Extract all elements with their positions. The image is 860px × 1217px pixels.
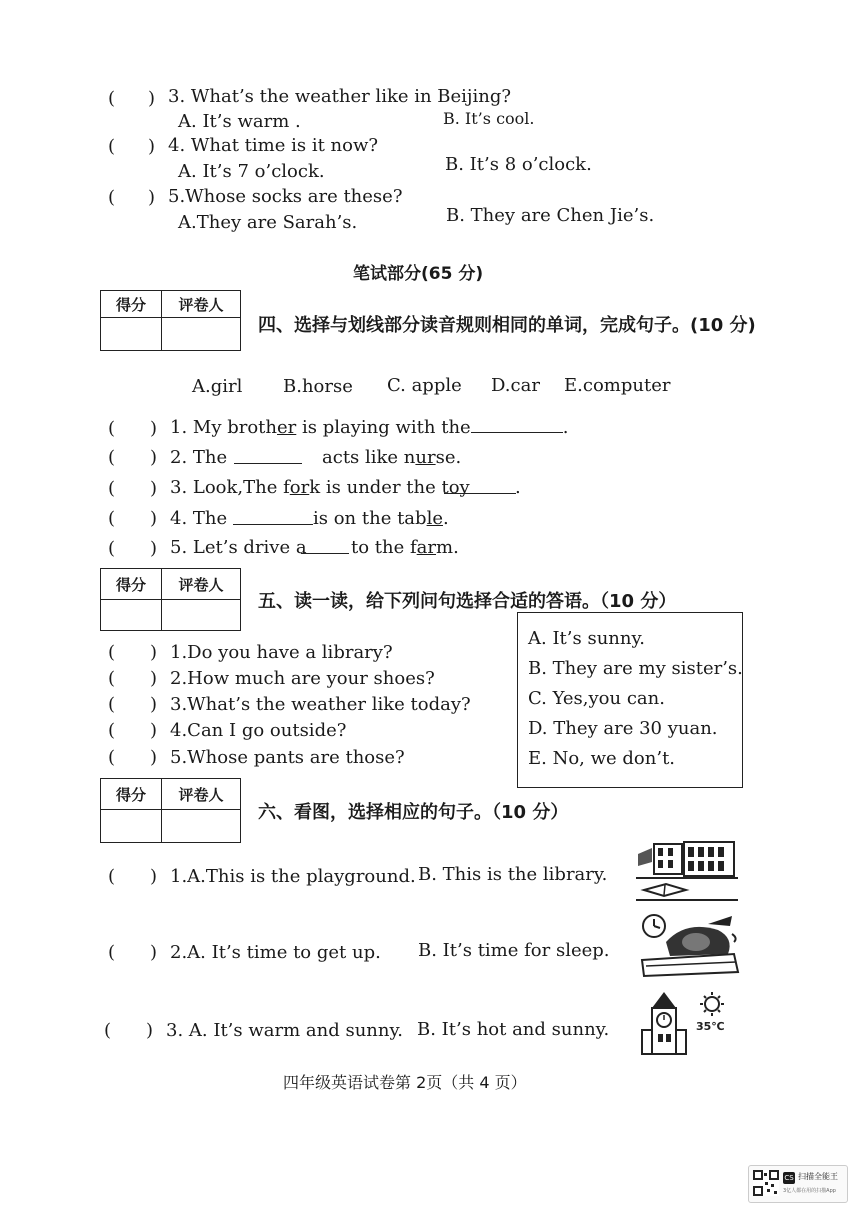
library-picture (636, 838, 738, 902)
score-table (100, 778, 241, 843)
sentence-part: to the f (351, 537, 417, 558)
sentence-part: is playing with the (296, 417, 471, 438)
scanner-app-name: 扫描全能王 (798, 1172, 838, 1181)
grader-label: 评卷人 (162, 779, 241, 810)
answer-option: A. It’s sunny. (528, 628, 645, 649)
grader-label: 评卷人 (162, 569, 241, 600)
paren-close: ) (146, 1020, 154, 1041)
sentence-part: is on the tab (313, 508, 427, 529)
answer-option: B. They are my sister’s. (528, 658, 743, 679)
paren-open: ( (108, 694, 116, 715)
answer-option: E. No, we don’t. (528, 748, 676, 769)
paren-close: ) (150, 478, 158, 499)
sentence-part: . (442, 508, 449, 529)
question-text: 3. What’s the weather like in Beijing? (168, 86, 512, 107)
paren-open: ( (108, 942, 116, 963)
option-a: 3. A. It’s warm and sunny. (166, 1020, 403, 1041)
sentence-2-start: 2. The (170, 447, 228, 468)
blank-line[interactable] (233, 512, 313, 525)
section-6-title: 六、看图，选择相应的句子。（10 分） (258, 802, 569, 823)
paren-open: ( (108, 720, 116, 741)
sentence-1: 1. My brother is playing with the . (170, 417, 569, 438)
blank-line[interactable] (471, 418, 563, 433)
word-option: C. apple (387, 375, 462, 396)
camscanner-logo-icon: CS (784, 1174, 794, 1182)
paren-open: ( (108, 478, 116, 499)
blank-line[interactable] (301, 541, 349, 554)
written-part-title: 笔试部分(65 分) (353, 264, 484, 284)
underlined-sound: ur (415, 447, 436, 468)
paren-open: ( (108, 88, 116, 109)
paren-close: ) (150, 942, 158, 963)
paren-open: ( (108, 747, 116, 768)
paren-close: ) (150, 747, 158, 768)
score-table (100, 568, 241, 631)
grader-cell[interactable] (162, 600, 241, 631)
grader-cell[interactable] (162, 810, 241, 843)
sentence-5-end (351, 537, 459, 559)
paren-close: ) (148, 187, 156, 208)
paren-open: ( (108, 668, 116, 689)
hot-weather-picture (640, 990, 740, 1058)
section-5-title: 五、读一读，给下列问句选择合适的答语。（10 分） (258, 591, 677, 612)
paren-close: ) (150, 418, 158, 439)
section-4-title: 四、选择与划线部分读音规则相同的单词，完成句子。(10 分) (258, 315, 756, 336)
score-cell[interactable] (101, 810, 162, 843)
option-a: A.They are Sarah’s. (178, 212, 358, 233)
sentence-2-end (322, 447, 461, 469)
sentence-part: 3. Look,The f (170, 477, 290, 498)
underlined-sound: er (277, 417, 297, 438)
answer-option: C. Yes,you can. (528, 688, 665, 709)
question-text: 5.Whose pants are those? (170, 747, 405, 768)
score-label: 得分 (101, 779, 162, 810)
sentence-4-start: 4. The (170, 508, 228, 529)
question-text: 2.How much are your shoes? (170, 668, 435, 689)
paren-open: ( (108, 447, 116, 468)
option-b: B. It’s time for sleep. (418, 940, 610, 961)
paren-open: ( (108, 642, 116, 663)
sentence-part: acts like n (322, 447, 416, 468)
score-table (100, 290, 241, 351)
underlined-sound: le (426, 508, 443, 529)
paren-open: ( (108, 508, 116, 529)
scanner-watermark (748, 1165, 848, 1203)
paren-close: ) (148, 136, 156, 157)
paren-close: ) (150, 447, 158, 468)
grader-cell[interactable] (162, 318, 241, 351)
option-a: A. It’s warm . (178, 111, 301, 132)
paren-close: ) (148, 88, 156, 109)
question-text: 1.Do you have a library? (170, 642, 393, 663)
word-option: B.horse (283, 376, 353, 397)
paren-close: ) (150, 538, 158, 559)
sleeping-picture (636, 912, 742, 978)
score-cell[interactable] (101, 600, 162, 631)
sentence-5-start: 5. Let’s drive a (170, 537, 307, 558)
option-b: B. It’s 8 o’clock. (445, 154, 592, 175)
paren-close: ) (150, 720, 158, 741)
word-option: D.car (491, 375, 540, 396)
sentence-part: 1. My broth (170, 417, 278, 438)
period: . (515, 477, 521, 498)
option-b: B. They are Chen Jie’s. (446, 205, 655, 226)
sentence-part: m. (436, 537, 459, 558)
score-cell[interactable] (101, 318, 162, 351)
sentence-4-end (313, 508, 449, 530)
paren-open: ( (104, 1020, 112, 1041)
score-label: 得分 (101, 291, 162, 318)
underlined-sound: or (289, 477, 310, 498)
option-a: 1.A.This is the playground. (170, 866, 416, 887)
paren-open: ( (108, 866, 116, 887)
grader-label: 评卷人 (162, 291, 241, 318)
option-b: B. It’s hot and sunny. (417, 1019, 610, 1040)
paren-open: ( (108, 136, 116, 157)
blank-line[interactable] (444, 481, 516, 494)
answer-option: D. They are 30 yuan. (528, 718, 718, 739)
sentence-3 (170, 477, 470, 499)
paren-close: ) (150, 866, 158, 887)
qr-code-icon (753, 1170, 779, 1196)
option-b: B. This is the library. (418, 864, 608, 885)
paren-close: ) (150, 508, 158, 529)
question-text: 4.Can I go outside? (170, 720, 347, 741)
temperature-label: 35℃ (696, 1020, 725, 1033)
underlined-sound: ar (416, 537, 436, 558)
score-label: 得分 (101, 569, 162, 600)
option-b: B. It’s cool. (443, 109, 535, 128)
paren-open: ( (108, 418, 116, 439)
question-text: 4. What time is it now? (168, 135, 379, 156)
scanner-tagline: 3亿人都在用的扫描App (783, 1188, 836, 1194)
option-a: A. It’s 7 o’clock. (178, 161, 325, 182)
sentence-part: k is under the toy (309, 477, 470, 498)
blank-line[interactable] (234, 451, 302, 464)
page-footer: 四年级英语试卷第 2页（共 4 页） (283, 1073, 527, 1092)
option-a: 2.A. It’s time to get up. (170, 942, 381, 963)
paren-close: ) (150, 642, 158, 663)
word-option: E.computer (564, 375, 671, 396)
sentence-part: se. (435, 447, 462, 468)
paren-close: ) (150, 668, 158, 689)
question-text: 5.Whose socks are these? (168, 186, 403, 207)
paren-open: ( (108, 538, 116, 559)
paren-open: ( (108, 187, 116, 208)
paren-close: ) (150, 694, 158, 715)
word-option: A.girl (192, 376, 243, 397)
question-text: 3.What’s the weather like today? (170, 694, 471, 715)
